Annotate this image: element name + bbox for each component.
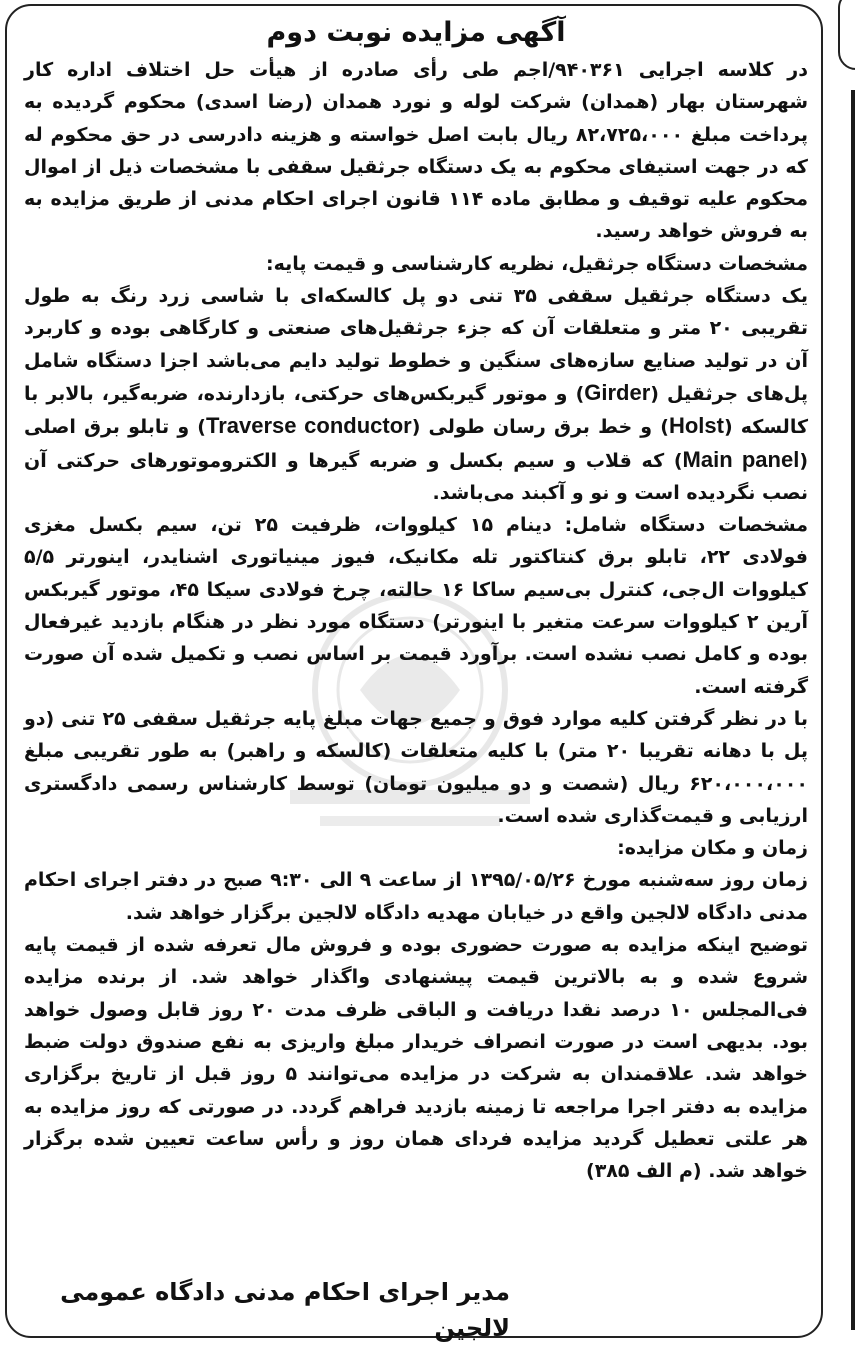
page-edge-strip	[851, 90, 855, 1330]
term-girder: Girder	[584, 379, 651, 405]
page-edge-tab	[838, 0, 855, 70]
paragraph-device-specs: مشخصات دستگاه شامل: دینام ۱۵ کیلووات، ظرفیت ۲۵ تن، سیم بکسل مغزی فولادی ۲۲، تابلو برق کنتاکتور تله مکانیک، فیوز مینیاتوری اشنایدر، اینورتر ۵/۵ کیلووات ال‌جی، کنترل بی‌سیم ساکا ۱۶ حالته، چرخ فولادی سیکا ۴۵، موتور گیربکس آرین ۲ کیلووات سرعت متغیر با اینورتر) دستگاه مورد نظر در هنگام بازدید غیرفعال بوده و کامل نصب نشده است. برآورد قیمت بر اساس نصب و تکمیل شده آن صورت گرفته است.	[24, 514, 808, 698]
paragraph-auction-time: زمان روز سه‌شنبه مورخ ۱۳۹۵/۰۵/۲۶ از ساعت ۹ الی ۹:۳۰ صبح در دفتر اجرای احکام مدنی دادگاه لالجین واقع در خیابان مهدیه دادگاه لالجین برگزار خواهد شد.	[24, 869, 808, 924]
crane-description-part-5: ) که قلاب و سیم بکسل و ضربه گیرها و الکتروموتورهای حرکتی آن نصب نگردیده است و نو و آکبند می‌باشد.	[24, 449, 808, 504]
notice-title: آگهی مزایده نوبت دوم	[266, 17, 566, 48]
crane-description-part-3: ) و خط برق رسان طولی (	[411, 416, 669, 439]
crane-description-part-4: ) و تابلو برق اصلی (	[24, 416, 809, 472]
paragraph-crane-description	[24, 280, 808, 509]
paragraph-time-place-heading: زمان و مکان مزایده:	[617, 837, 808, 860]
crane-description-part-1: یک دستگاه جرثقیل سقفی ۳۵ تنی دو پل کالسکه‌ای با شاسی زرد رنگ به طول تقریبی ۲۰ متر و متعلقات آن که جزء جرثقیل‌های صنعتی و کارگاهی بوده و کاربرد آن در تولید صنایع سازه‌های سنگین و خطوط تولید دایم می‌باشد اجزا دستگاه شامل پل‌های جرثقیل (	[24, 285, 809, 405]
paragraph-base-price: با در نظر گرفتن کلیه موارد فوق و جمیع جهات مبلغ پایه جرثقیل سقفی ۲۵ تنی (دو پل با دهانه تقریبا ۲۰ متر) با کلیه متعلقات (کالسکه و راهبر) به طور تقریبی مبلغ ۶۲۰،۰۰۰،۰۰۰ ریال (شصت و دو میلیون تومان) توسط کارشناس رسمی دادگستری ارزیابی و قیمت‌گذاری شده است.	[24, 707, 808, 827]
term-holst: Holst	[668, 413, 724, 439]
crane-description-part-2: ) و موتور گیربکس‌های حرکتی، بازدارنده، ضربه‌گیر، بالابر با کالسکه (	[24, 382, 808, 439]
notice-signature: مدیر اجرای احکام مدنی دادگاه عمومی لالجین	[60, 1278, 510, 1342]
term-traverse-conductor: Traverse conductor	[205, 413, 412, 439]
notice-body	[24, 16, 808, 1187]
paragraph-case-summary: در کلاسه اجرایی ۹۴۰۳۶۱/اجم طی رأی صادره از هیأت حل اختلاف اداره کار شهرستان بهار (همدان) شرکت لوله و نورد همدان (رضا اسدی) محکوم گردیده به پرداخت مبلغ ۸۲،۷۲۵،۰۰۰ ریال بابت اصل خواسته و هزینه دادرسی در حق محکوم له که در جهت استیفای محکوم به یک دستگاه جرثقیل سقفی با مشخصات ذیل از اموال محکوم علیه توقیف و مطابق ماده ۱۱۴ قانون اجرای احکام مدنی از طریق مزایده به به فروش خواهد رسید.	[24, 59, 809, 243]
paragraph-auction-terms: توضیح اینکه مزایده به صورت حضوری بوده و فروش مال تعرفه شده از قیمت پایه شروع شده و به بالاترین قیمت پیشنهادی واگذار خواهد شد. از برنده مزایده فی‌المجلس ۱۰ درصد نقدا دریافت و الباقی ظرف مدت ۲۰ روز قابل وصول خواهد بود. بدیهی است در صورت انصراف خریدار مبلغ واریزی به نفع صندوق دولت ضبط خواهد شد. علاقمندان به شرکت در مزایده می‌توانند ۵ روز قبل از تاریخ برگزاری مزایده به دفتر اجرا مراجعه تا زمینه بازدید فراهم گردد. در صورتی که روز مزایده به هر علتی تعطیل گردید مزایده فردای همان روز و رأس ساعت تعیین شده برگزار خواهد شد. (م الف ۳۸۵)	[24, 934, 808, 1183]
term-main-panel: Main panel	[682, 446, 800, 472]
paragraph-specs-heading: مشخصات دستگاه جرثقیل، نظریه کارشناسی و قیمت پایه:	[266, 252, 808, 275]
